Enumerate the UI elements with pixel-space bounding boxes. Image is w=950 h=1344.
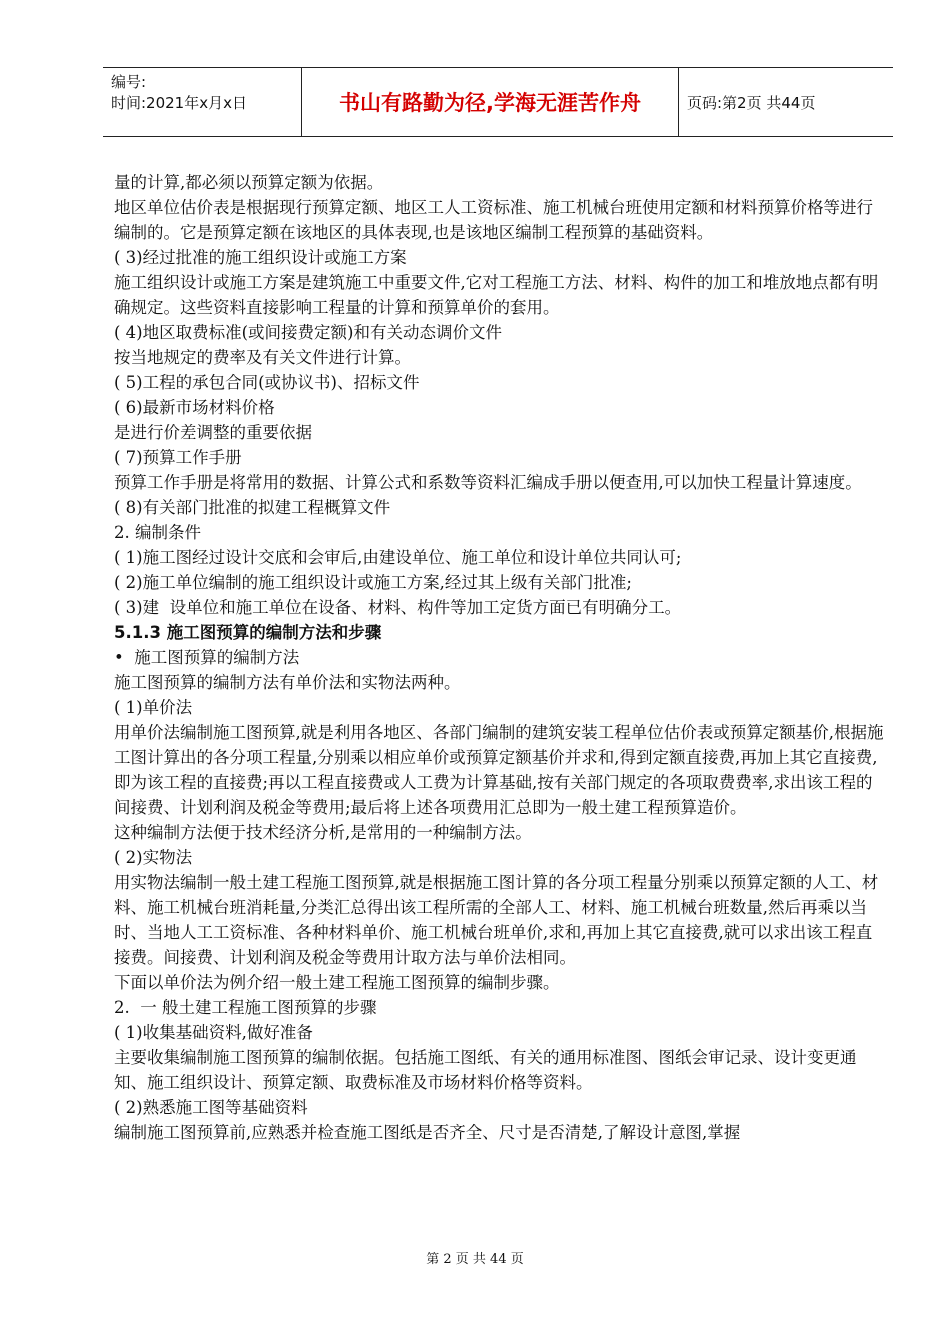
paragraph: 主要收集编制施工图预算的编制依据。包括施工图纸、有关的通用标准图、图纸会审记录、设计变更通知、施工组织设计、预算定额、取费标准及市场材料价格等资料。 — [114, 1048, 857, 1092]
paragraph: ( 7)预算工作手册 — [114, 448, 242, 467]
header-left-cell — [103, 68, 302, 136]
paragraph: ( 1)单价法 — [114, 698, 193, 717]
section-heading: 5.1.3 施工图预算的编制方法和步骤 — [114, 623, 382, 642]
bullet-item: • 施工图预算的编制方法 — [114, 648, 300, 667]
paragraph: ( 1)收集基础资料,做好准备 — [114, 1023, 313, 1042]
paragraph: 地区单位估价表是根据现行预算定额、地区工人工资标准、施工机械台班使用定额和材料预算价格等进行编制的。它是预算定额在该地区的具体表现,也是该地区编制工程预算的基础资料。 — [114, 198, 873, 242]
paragraph: 2. 编制条件 — [114, 523, 201, 542]
paragraph: ( 4)地区取费标准(或间接费定额)和有关动态调价文件 — [114, 323, 502, 342]
header-table — [103, 67, 893, 137]
motto: 书山有路勤为径,学海无涯苦作舟 — [302, 68, 679, 136]
time-label: 时间:2021年x月x日 — [111, 94, 247, 112]
paragraph: 量的计算,都必须以预算定额为依据。 — [114, 173, 384, 192]
paragraph: 预算工作手册是将常用的数据、计算公式和系数等资料汇编成手册以便查用,可以加快工程量计算速度。 — [114, 473, 862, 492]
number-label: 编号: — [111, 73, 147, 91]
paragraph: ( 2)熟悉施工图等基础资料 — [114, 1098, 308, 1117]
paragraph: ( 1)施工图经过设计交底和会审后,由建设单位、施工单位和设计单位共同认可; — [114, 548, 682, 567]
paragraph: 编制施工图预算前,应熟悉并检查施工图纸是否齐全、尺寸是否清楚,了解设计意图,掌握 — [114, 1123, 741, 1142]
paragraph: 施工图预算的编制方法有单价法和实物法两种。 — [114, 673, 461, 692]
paragraph: 用单价法编制施工图预算,就是利用各地区、各部门编制的建筑安装工程单位估价表或预算定额基价,根据施工图计算出的各分项工程量,分别乘以相应单价或预算定额基价并求和,得到定额直接费,再加上其它直接费,即为该工程的直接费;再以工程直接费或人工费为计算基础,按有关部门规定的各项取费费率,求出该工程的间接费、计划利润及税金等费用;最后将上述各项费用汇总即为一般土建工程预算造价。 — [114, 723, 884, 817]
paragraph: ( 8)有关部门批准的拟建工程概算文件 — [114, 498, 391, 517]
paragraph: 按当地规定的费率及有关文件进行计算。 — [114, 348, 411, 367]
paragraph: 2. 一 般土建工程施工图预算的步骤 — [114, 998, 377, 1017]
paragraph: 下面以单价法为例介绍一般土建工程施工图预算的编制步骤。 — [114, 973, 560, 992]
paragraph: ( 5)工程的承包合同(或协议书)、招标文件 — [114, 373, 420, 392]
document-body — [114, 170, 884, 1145]
paragraph: ( 3)经过批准的施工组织设计或施工方案 — [114, 248, 407, 267]
paragraph: ( 2)实物法 — [114, 848, 193, 867]
paragraph: 用实物法编制一般土建工程施工图预算,就是根据施工图计算的各分项工程量分别乘以预算定额的人工、材料、施工机械台班消耗量,分类汇总得出该工程所需的全部人工、材料、施工机械台班数量,然后再乘以当时、当地人工工资标准、各种材料单价、施工机械台班单价,求和,再加上其它直接费,就可以求出该工程直接费。间接费、计划利润及税金等费用计取方法与单价法相同。 — [114, 873, 879, 967]
paragraph: 这种编制方法便于技术经济分析,是常用的一种编制方法。 — [114, 823, 532, 842]
paragraph: ( 6)最新市场材料价格 — [114, 398, 275, 417]
paragraph: 是进行价差调整的重要依据 — [114, 423, 312, 442]
paragraph: ( 2)施工单位编制的施工组织设计或施工方案,经过其上级有关部门批准; — [114, 573, 632, 592]
page-code: 页码:第2页 共44页 — [687, 93, 816, 112]
paragraph: ( 3)建 设单位和施工单位在设备、材料、构件等加工定货方面已有明确分工。 — [114, 598, 682, 617]
page-footer: 第 2 页 共 44 页 — [426, 1252, 524, 1267]
paragraph: 施工组织设计或施工方案是建筑施工中重要文件,它对工程施工方法、材料、构件的加工和堆放地点都有明确规定。这些资料直接影响工程量的计算和预算单价的套用。 — [114, 273, 879, 317]
